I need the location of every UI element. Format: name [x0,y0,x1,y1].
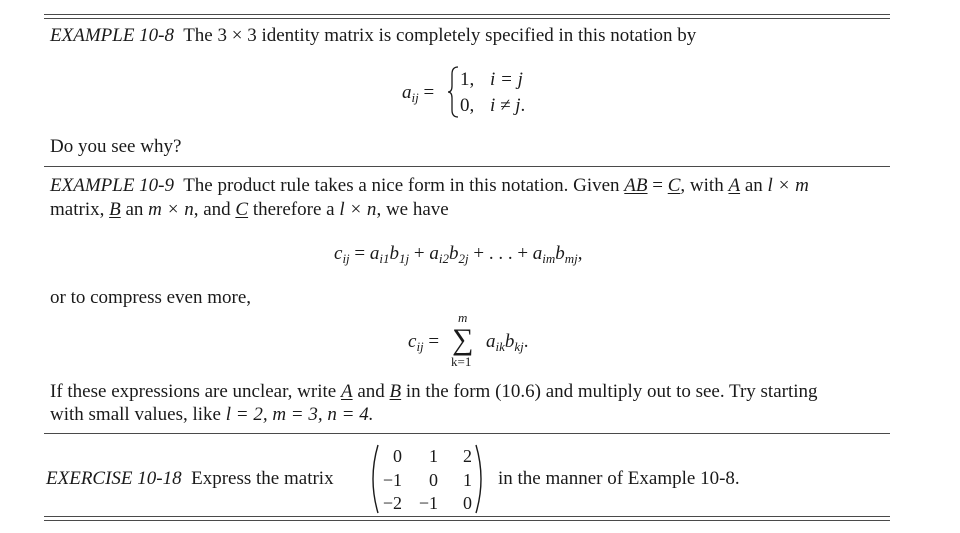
identity-lhs: $a_{ij}$ = [402,82,435,105]
text: , we have [376,199,449,220]
matrix-cell: 0 [463,493,472,513]
matrix-B: B [389,381,402,402]
product-rule-formula: $c_{ij} = a_{i1}b_{1j} + a_{i2}b_{2j}$ + . . . + $a_{im}b_{mj}$, [334,243,583,266]
left-brace [447,66,459,118]
matrix-cell: 1 [463,470,472,490]
matrix-cell: −1 [418,493,438,513]
text: an [740,175,768,196]
matrix-cell: 0 [429,470,438,490]
text: an [120,199,149,220]
matrix-C: C [667,175,681,196]
text: The product rule takes a nice form in this notation. Given [183,175,620,196]
case1-condition: i = j [490,69,523,90]
case1-value: 1, [460,69,475,90]
text: Express the matrix [191,468,334,489]
exercise-tail: in the manner of Example 10-8. [498,468,740,489]
case2-value: 0, [460,95,475,116]
unclear-line1 [50,382,818,401]
lhs-a: a [402,82,412,103]
text: in the form (10.6) and multiply out to see. Try starting [401,381,818,402]
example-10-9-line1 [50,176,809,195]
exercise-label: EXERCISE 10-18 [46,468,182,489]
example-10-9-line2 [50,200,449,219]
text: and [352,381,390,402]
top-rule [44,18,890,19]
example-label: EXAMPLE 10-9 [50,175,175,196]
text: therefore a [248,199,340,220]
sum-lower-limit: k=1 [451,354,472,369]
summation-lhs: $c_{ij}$ = [408,331,440,354]
top-rule [44,14,890,15]
matrix-cell: −2 [382,493,402,513]
matrix-A: A [728,175,741,196]
sigma-symbol: ∑ [452,323,474,356]
text: with small values, like [50,404,226,425]
bottom-rule [44,516,890,517]
values: l = 2, m = 3, n = 4. [225,404,374,425]
case2-condition: i ≠ j. [490,95,526,116]
text: , and [193,199,231,220]
dimension: l × n [339,199,377,220]
matrix-cell: −1 [382,470,402,490]
summation-body: $a_{ik}b_{kj}$. [486,331,529,354]
matrix-right-paren [474,443,488,515]
example-label: EXAMPLE 10-8 [50,25,175,46]
equals: = [647,175,668,196]
matrix-cell: 2 [463,446,472,466]
matrix-cell: 0 [393,446,402,466]
separator-rule [44,166,890,167]
unclear-line2 [50,405,373,424]
exercise-text [46,469,334,488]
example-text: The 3 × 3 identity matrix is completely specified in this notation by [183,25,697,46]
matrix-B: B [109,199,121,220]
lhs-sub: ij [411,90,419,105]
matrix-C: C [235,199,249,220]
bottom-rule [44,520,890,521]
separator-rule [44,433,890,434]
matrix-cell: 1 [429,446,438,466]
dimension: m × n [148,199,194,220]
sum-upper-limit: m [458,310,468,325]
question-text: Do you see why? [50,136,182,157]
text: , with [680,175,724,196]
text: If these expressions are unclear, write [50,381,337,402]
text: matrix, [50,199,105,220]
matrix-A: A [340,381,353,402]
dimension: l × m [767,175,809,196]
compress-text: or to compress even more, [50,287,252,308]
example-10-8-heading [50,26,696,45]
matrix-AB: AB [624,175,648,196]
